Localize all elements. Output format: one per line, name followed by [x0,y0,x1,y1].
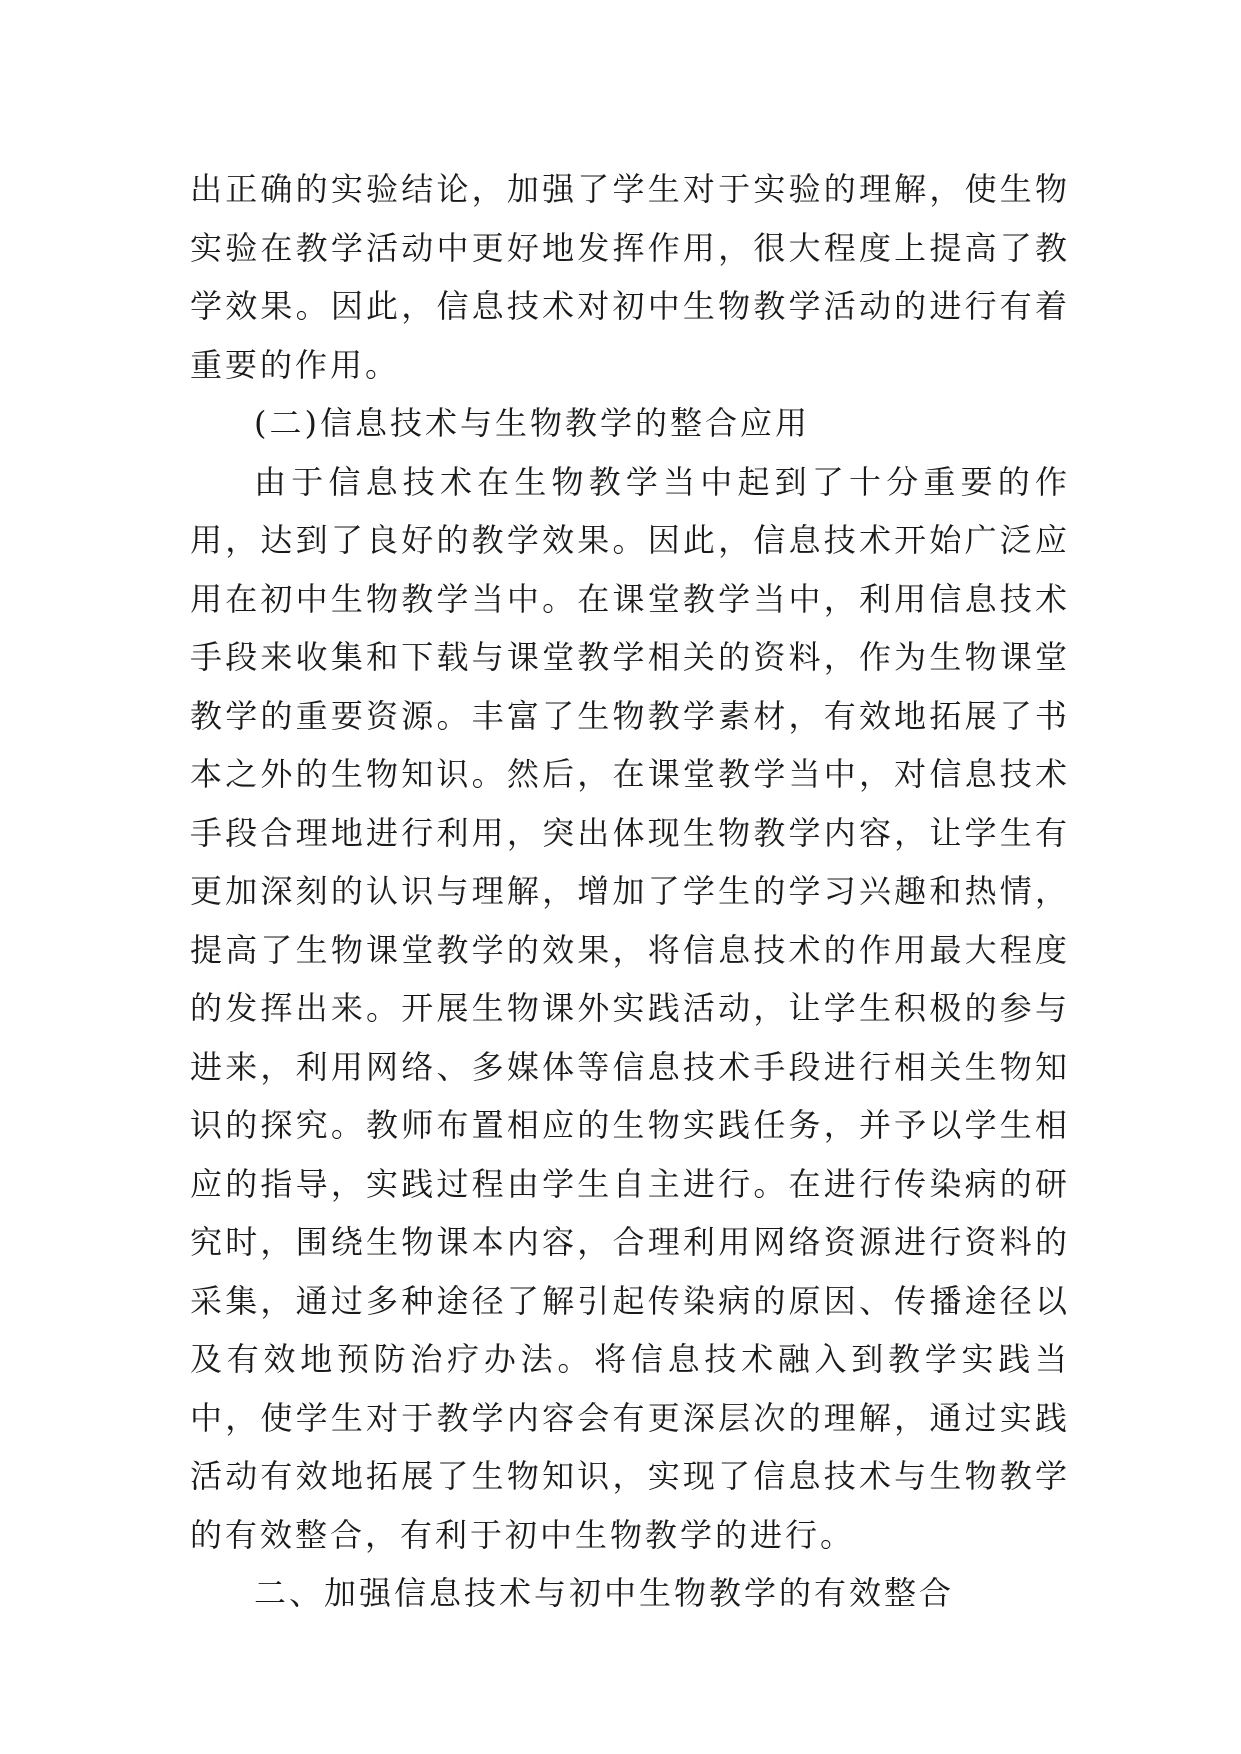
section-heading-strengthen-integration: 二、加强信息技术与初中生物教学的有效整合 [254,1574,955,1612]
paragraph-integration-application: 由于信息技术在生物教学当中起到了十分重要的作用，达到了良好的教学效果。因此，信息技术开始广泛应用在初中生物教学当中。在课堂教学当中，利用信息技术手段来收集和下载与课堂教学相关的资料，作为生物课堂教学的重要资源。丰富了生物教学素材，有效地拓展了书本之外的生物知识。然后，在课堂教学当中，对信息技术手段合理地进行利用，突出体现生物教学内容，让学生有更加深刻的认识与理解，增加了学生的学习兴趣和热情，提高了生物课堂教学的效果，将信息技术的作用最大程度的发挥出来。开展生物课外实践活动，让学生积极的参与进来，利用网络、多媒体等信息技术手段进行相关生物知识的探究。教师布置相应的生物实践任务，并予以学生相应的指导，实践过程由学生自主进行。在进行传染病的研究时，围绕生物课本内容，合理利用网络资源进行资料的采集，通过多种途径了解引起传染病的原因、传播途径以及有效地预防治疗办法。将信息技术融入到教学实践当中，使学生对于教学内容会有更深层次的理解，通过实践活动有效地拓展了生物知识，实现了信息技术与生物教学的有效整合，有利于初中生物教学的进行。 [190,462,1070,1554]
body-text [190,160,1070,1623]
paragraph-continuation: 出正确的实验结论，加强了学生对于实验的理解，使生物实验在教学活动中更好地发挥作用，很大程度上提高了教学效果。因此，信息技术对初中生物教学活动的进行有着重要的作用。 [190,170,1070,384]
section-heading-integration-application: (二)信息技术与生物教学的整合应用 [254,404,810,442]
